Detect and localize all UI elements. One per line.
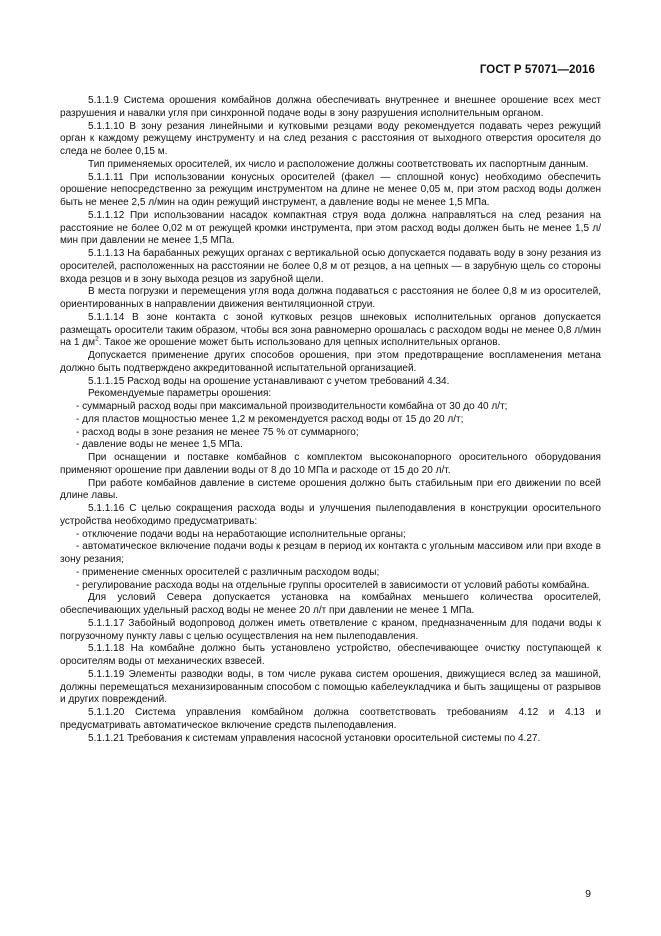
- paragraph: 5.1.1.18 На комбайне должно быть установлено устройство, обеспечивающее очистку поступающей к оросителям воды от механических взвесей.: [60, 643, 601, 667]
- paragraph: 5.1.1.15 Расход воды на орошение устанавливают с учетом требований 4.34.: [88, 375, 450, 387]
- paragraph: Тип применяемых оросителей, их число и расположение должны соответствовать их паспортным данным.: [88, 158, 589, 170]
- paragraph: 5.1.1.10 В зону резания линейными и кутковыми резцами воду рекомендуется подавать через режущий орган к каждому режущему инструменту и на след резания с расстояния от выходного отверстия оросителя до следа не более 0,15 м.: [60, 120, 601, 157]
- paragraph: 5.1.1.19 Элементы разводки воды, в том числе рукава систем орошения, движущиеся вслед за машиной, должны перемещаться механизированным способом с помощью кабелеукладчика и быть защищены от разрывов и других повреждений.: [60, 668, 601, 706]
- bullet-item: - отключение подачи воды на неработающие исполнительные органы;: [76, 528, 406, 540]
- paragraph: 5.1.1.11 При использовании конусных оросителей (факел — сплошной конус) необходимо обеспечить орошение непосредственно за режущим инструментом на длине не менее 0,05 м, при этом расход воды должен быть не менее 2,5 л/мин на один режущий инструмент, а давление воды не менее 1,5 МПа.: [60, 171, 601, 208]
- standard-header: ГОСТ Р 57071—2016: [479, 64, 595, 76]
- paragraph: В места погрузки и перемещения угля вода должна подаваться с расстояния не более 0,8 м из оросителей, ориентированных в направлении движения вентиляционной струи.: [60, 286, 601, 310]
- page-number: 9: [585, 888, 591, 900]
- paragraph: 5.1.1.9 Система орошения комбайнов должна обеспечивать внутреннее и внешнее орошение всех мест разрушения и навалки угля при синхронной подаче воды в зону разрушения исполнительным органом.: [60, 95, 601, 119]
- paragraph: 5.1.1.21 Требования к системам управления насосной установки оросительной системы по 4.27.: [88, 732, 541, 744]
- document-body: [60, 95, 601, 745]
- bullet-item: - регулирование расхода воды на отдельные группы оросителей в зависимости от условий работы комбайна.: [76, 579, 590, 591]
- paragraph-text: 5.1.1.14 В зоне контакта с зоной кутковых резцов шнековых исполнительных органов допускается размещать оросители таким образом, чтобы вся зона равномерно орошалась с расходом воды не менее 0,8 л/мин на 1 дм: [60, 311, 601, 349]
- paragraph: 5.1.1.16 С целью сокращения расхода воды и улучшения пылеподавления в конструкции оросительного устройства необходимо предусматривать:: [60, 503, 601, 527]
- paragraph-text: . Такое же орошение может быть использовано для цепных исполнительных органов.: [98, 337, 501, 349]
- paragraph: Для условий Севера допускается установка на комбайнах меньшего количества оросителей, обеспечивающих удельный расход воды не менее 20 л/т при давлении не менее 1 МПа.: [60, 592, 601, 616]
- paragraph: 5.1.1.13 На барабанных режущих органах с вертикальной осью допускается подавать воду в зону резания из оросителей, расположенных на расстоянии не более 0,8 м от резцов, а на цепных — в зарубную щель со стороны входа резцов и в зону выхода резцов из зарубной щели.: [60, 248, 601, 285]
- paragraph: 5.1.1.17 Забойный водопровод должен иметь ответвление с краном, предназначенным для подачи воды к погрузочному пункту лавы с целью осуществления на нем пылеподавления.: [60, 617, 601, 642]
- bullet-item: - для пластов мощностью менее 1,2 м рекомендуется расход воды от 15 до 20 л/т;: [76, 413, 464, 425]
- superscript: 2: [95, 335, 99, 343]
- bullet-item: - суммарный расход воды при максимальной производительности комбайна от 30 до 40 л/т;: [76, 401, 508, 412]
- paragraph: Рекомендуемые параметры орошения:: [88, 388, 272, 400]
- bullet-item: - применение сменных оросителей с различным расходом воды;: [76, 566, 380, 578]
- paragraph: Допускается применение других способов орошения, при этом предотвращение воспламенения метана должно быть подтверждено аккредитованной испытательной организацией.: [60, 350, 601, 374]
- bullet-item: - автоматическое включение подачи воды к резцам в период их контакта с угольным массивом или при входе в зону резания;: [60, 541, 601, 565]
- bullet-item: - расход воды в зоне резания не менее 75 % от суммарного;: [76, 426, 359, 438]
- paragraph: 5.1.1.20 Система управления комбайном должна соответствовать требованиям 4.12 и 4.13 и предусматривать автоматическое включение средств пылеподавления.: [60, 707, 601, 731]
- paragraph: При оснащении и поставке комбайнов с комплектом высоконапорного оросительного оборудования применяют орошение при давлении воды от 8 до 10 МПа и расходе от 15 до 20 л/т.: [60, 452, 601, 476]
- bullet-item: - давление воды не менее 1,5 МПа.: [76, 439, 243, 451]
- paragraph-5-1-1-14: [60, 312, 601, 350]
- paragraph: При работе комбайнов давление в системе орошения должно быть стабильным при его движении по всей длине лавы.: [60, 477, 601, 502]
- paragraph: 5.1.1.12 При использовании насадок компактная струя вода должна направляться на след резания на расстояние не более 0,02 м от режущей кромки инструмента, при этом расход воды должен быть не менее 1,5 л/мин при давлении не менее 1,5 МПа.: [60, 209, 601, 247]
